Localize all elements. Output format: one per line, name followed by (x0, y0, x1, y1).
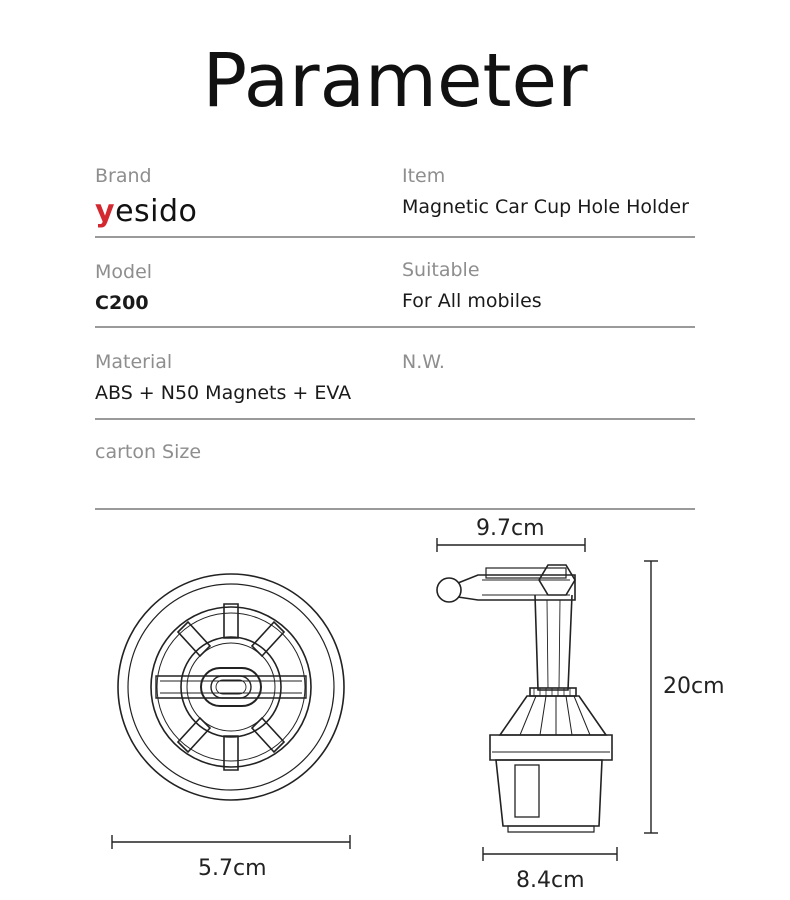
brand-logo-accent-y: y (95, 194, 116, 229)
spoke-tl (178, 622, 210, 656)
item-value: Magnetic Car Cup Hole Holder (402, 196, 689, 218)
suitable-value: For All mobiles (402, 290, 542, 312)
horizontal-bar (156, 676, 306, 698)
front-width-label: 5.7cm (198, 856, 267, 881)
spoke-bl (178, 718, 210, 752)
base-body (496, 760, 602, 826)
brand-logo-rest: esido (115, 194, 198, 229)
model-label: Model (95, 261, 153, 283)
clamp-arm (458, 575, 575, 600)
front-width-dimension-line (112, 835, 350, 849)
middle-ring (151, 607, 311, 767)
page-title: Parameter (202, 38, 588, 124)
carton-size-label: carton Size (95, 441, 202, 463)
spoke-br (252, 718, 284, 752)
outer-ring-inner (128, 584, 334, 790)
side-height-dimension-line (644, 561, 658, 833)
cone-skirt (500, 696, 606, 735)
material-value: ABS + N50 Magnets + EVA (95, 382, 352, 404)
support-column (535, 595, 572, 690)
material-label: Material (95, 351, 173, 373)
base-window (515, 765, 539, 817)
spoke-tr (252, 622, 284, 656)
side-top-width-label: 9.7cm (476, 516, 545, 541)
nw-label: N.W. (402, 351, 445, 373)
side-base-width-dimension-line (483, 847, 617, 861)
model-value: C200 (95, 292, 149, 314)
spoke-bottom (224, 736, 238, 770)
item-label: Item (402, 165, 446, 187)
base-rim (490, 735, 612, 760)
brand-label: Brand (95, 165, 152, 187)
suitable-label: Suitable (402, 259, 480, 281)
side-base-width-label: 8.4cm (516, 868, 585, 893)
side-height-label: 20cm (663, 674, 725, 699)
front-view-drawing (118, 574, 344, 800)
center-oval-outer (201, 668, 261, 706)
spoke-top (224, 604, 238, 638)
outer-ring (118, 574, 344, 800)
center-oval-inner (211, 676, 251, 698)
middle-ring-inner (157, 613, 305, 761)
side-view-drawing (437, 565, 612, 832)
ball-joint (437, 578, 461, 602)
